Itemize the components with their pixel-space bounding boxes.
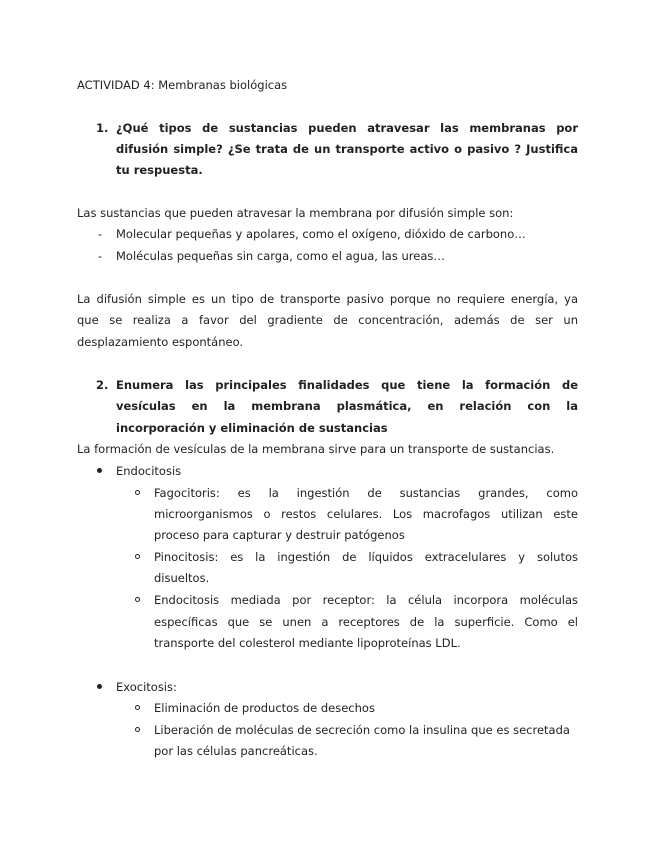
- question-2-number: 2.: [96, 378, 109, 392]
- pinocitosis-line-2: disueltos.: [154, 571, 210, 585]
- answer-1-intro: Las sustancias que pueden atravesar la membrana por difusión simple son:: [77, 206, 514, 220]
- bullet-icon: [97, 468, 102, 473]
- answer-1-para-line-2: que se realiza a favor del gradiente de concentración, además de ser un: [77, 313, 578, 327]
- receptor-line-1: Endocitosis mediada por receptor: la célula incorpora moléculas: [154, 593, 578, 607]
- fagocitosis-line-3: proceso para capturar y destruir patógenos: [154, 528, 405, 542]
- circle-bullet-icon: [135, 727, 140, 732]
- fagocitosis-line-2: microorganismos o restos celulares. Los macrofagos utilizan este: [154, 507, 578, 521]
- dash-marker: -: [98, 249, 103, 263]
- exocitosis-desechos: Eliminación de productos de desechos: [154, 701, 375, 715]
- answer-2-intro: La formación de vesículas de la membrana sirve para un transporte de sustancias.: [77, 442, 555, 456]
- answer-1-item-1: Molecular pequeñas y apolares, como el oxígeno, dióxido de carbono…: [116, 227, 526, 241]
- page-title: ACTIVIDAD 4: Membranas biológicas: [77, 78, 288, 92]
- exocitosis-secrecion-line-1: Liberación de moléculas de secreción como la insulina que es secretada: [154, 723, 570, 737]
- question-1-line-2: difusión simple? ¿Se trata de un transporte activo o pasivo ? Justifica: [116, 142, 578, 156]
- pinocitosis-line-1: Pinocitosis: es la ingestión de líquidos extracelulares y solutos: [154, 550, 578, 564]
- answer-1-para-line-1: La difusión simple es un tipo de transporte pasivo porque no requiere energía, ya: [77, 292, 578, 306]
- receptor-line-2: específicas que se unen a receptores de la superficie. Como el: [154, 615, 578, 629]
- endocitosis-label: Endocitosis: [116, 464, 182, 478]
- circle-bullet-icon: [135, 490, 140, 495]
- answer-1-item-2: Moléculas pequeñas sin carga, como el agua, las ureas…: [116, 249, 445, 263]
- dash-marker: -: [98, 227, 103, 241]
- question-1-number: 1.: [96, 121, 109, 135]
- fagocitosis-line-1: Fagocitoris: es la ingestión de sustancias grandes, como: [154, 486, 578, 500]
- question-1-line-3: tu respuesta.: [116, 163, 203, 177]
- bullet-icon: [97, 684, 102, 689]
- question-2-line-2: vesículas en la membrana plasmática, en relación con la: [116, 399, 578, 413]
- answer-1-para-line-3: desplazamiento espontáneo.: [77, 335, 244, 349]
- circle-bullet-icon: [135, 554, 140, 559]
- circle-bullet-icon: [135, 597, 140, 602]
- exocitosis-label: Exocitosis:: [116, 680, 177, 694]
- circle-bullet-icon: [135, 705, 140, 710]
- receptor-line-3: transporte del colesterol mediante lipoproteínas LDL.: [154, 636, 461, 650]
- question-2-line-1: Enumera las principales finalidades que tiene la formación de: [116, 378, 578, 392]
- question-1-line-1: ¿Qué tipos de sustancias pueden atravesar las membranas por: [116, 121, 578, 135]
- question-2-line-3: incorporación y eliminación de sustancias: [116, 421, 388, 435]
- exocitosis-secrecion-line-2: por las células pancreáticas.: [154, 744, 318, 758]
